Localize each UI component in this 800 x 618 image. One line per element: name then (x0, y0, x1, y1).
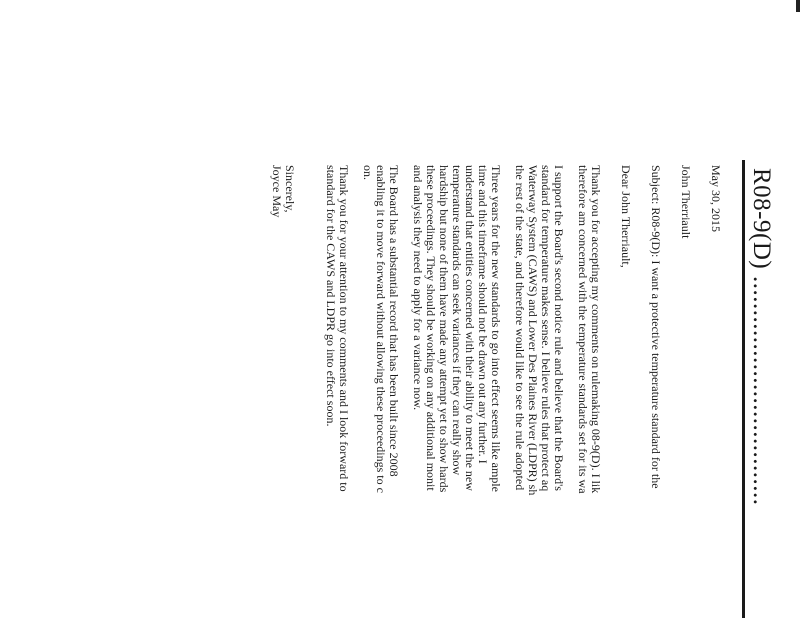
paragraph-line: the rest of the state, and therefore would like to see the rule adopted (513, 165, 527, 491)
letter-body (270, 165, 722, 618)
signature-name: Joyce May (270, 165, 284, 218)
paragraph-3 (411, 165, 502, 618)
letter-date: May 30, 2015 (709, 165, 723, 232)
paragraph-line: on. (361, 165, 375, 180)
paragraph-5 (324, 165, 350, 618)
paragraph-line: The Board has a substantial record that has been built since 2008 (387, 165, 401, 477)
paragraph-line: standard for the CAWS and LDPR go into effect soon. (324, 165, 338, 427)
paragraph-line: Thank you for accepting my comments on rulemaking 08-9(D). I lik (589, 165, 603, 494)
paragraph-line: Waterway System (CAWS) and Lower Des Plaines River (LDPR) sh (526, 165, 540, 496)
letter-subject: Subject: R08-9(D): I want a protective temperature standard for the (649, 165, 663, 489)
paragraph-line: these proceedings. They should be working on any additional monit (424, 165, 438, 491)
docket-number: R08-9(D) (748, 168, 775, 270)
scan-edge-mark (796, 0, 800, 12)
document-heading (746, 168, 776, 618)
paragraph-line: hardship but none of them have made any attempt yet to show hards (437, 165, 451, 493)
letter-salutation: Dear John Therriault, (619, 165, 633, 268)
paragraph-line: Three years for the new standards to go into effect seems like ample (489, 165, 503, 492)
paragraph-line: temperature standards can seek variances if they can really show (450, 165, 464, 476)
paragraph-line: enabling it to move forward without allowing these proceedings to c (374, 165, 388, 493)
paragraph-line: standard for temperature makes sense. I believe rules that protect aq (539, 165, 553, 492)
heading-dot-leader: .................................. (748, 275, 775, 506)
letter-closing: Sincerely, (283, 165, 297, 213)
paragraph-line: Thank you for your attention to my comments and I look forward to (337, 165, 351, 492)
paragraph-4 (361, 165, 400, 618)
paragraph-line: and analysis they need to apply for a variance now. (411, 165, 425, 411)
letter-recipient: John Therriault (679, 165, 693, 239)
paragraph-line: I support the Board's second notice rule and believe that the Board's (552, 165, 566, 491)
paragraph-line: time and this timeframe should not be drawn out any further. I (476, 165, 490, 464)
heading-rule (742, 160, 745, 618)
paragraph-1 (576, 165, 602, 618)
paragraph-2 (513, 165, 565, 618)
paragraph-line: understand that entities concerned with their ability to meet the new (463, 165, 477, 491)
paragraph-line: therefore am concerned with the temperature standards set for its wa (576, 165, 590, 494)
